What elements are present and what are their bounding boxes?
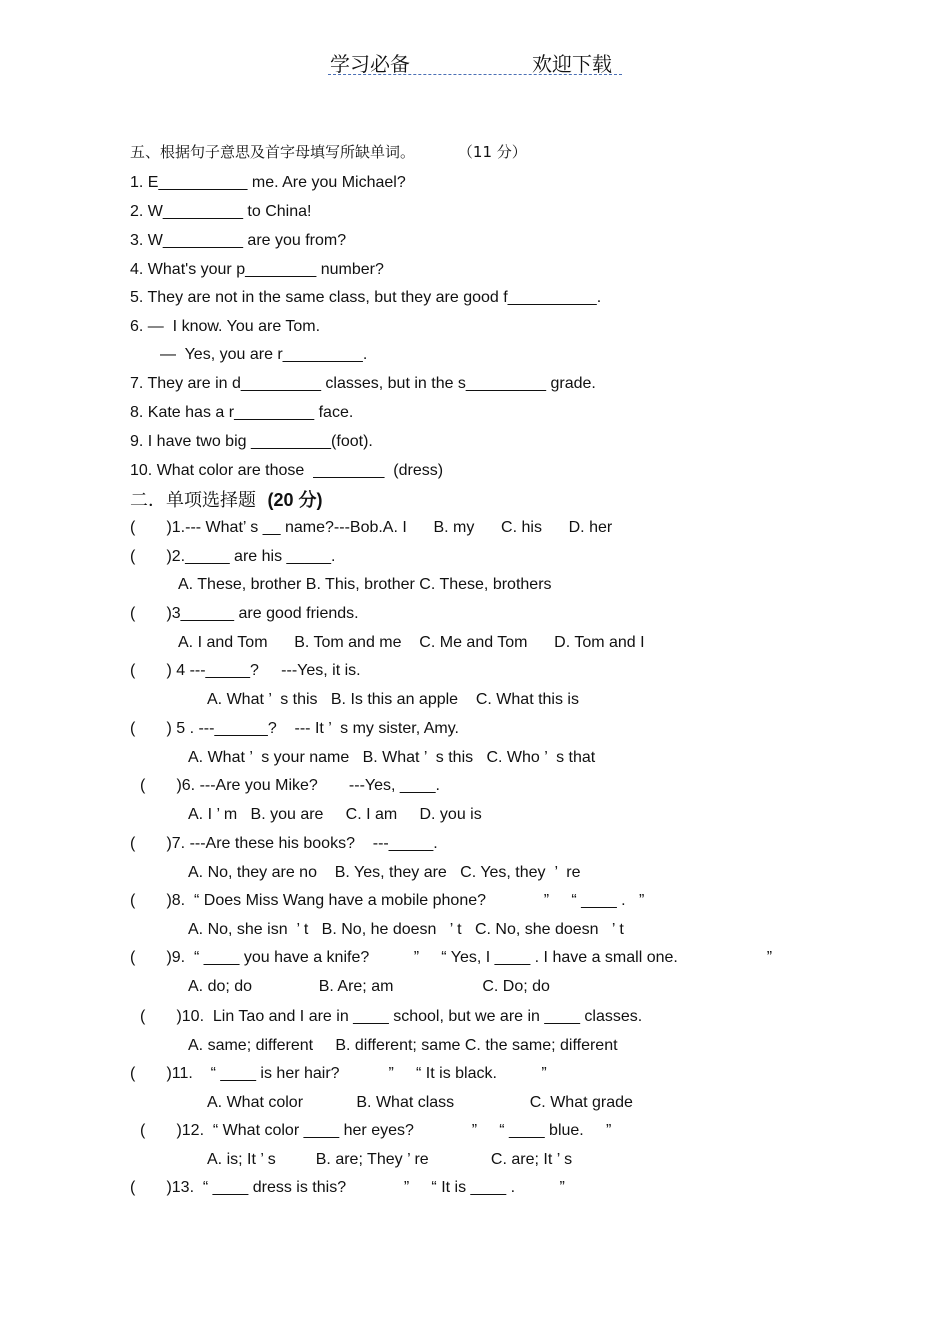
mc-line: ( )3______ are good friends. xyxy=(130,605,359,622)
header-right: 欢迎下载 xyxy=(532,52,612,76)
mc-options: A. No, they are no B. Yes, they are C. Yes, they ’ re xyxy=(188,864,581,881)
fill-item-8: 8. Kate has a r_________ face. xyxy=(130,404,354,421)
mc-options: A. is; It ’ s B. are; They ’ re C. are; It ’ s xyxy=(207,1151,573,1168)
section2-title xyxy=(130,486,322,512)
mc-options: A. No, she isn ’ t B. No, he doesn ’ t C. No, she doesn ’ t xyxy=(188,921,624,938)
mc-line: ( ) 5 . ---______? --- It ’ s my sister, Amy. xyxy=(130,720,459,737)
mc-line: ( )10. Lin Tao and I are in ____ school, but we are in ____ classes. xyxy=(140,1008,643,1025)
fill-item-6-reply: — Yes, you are r_________. xyxy=(160,346,368,363)
header-left: 学习必备 xyxy=(330,52,410,76)
fill-item-1: 1. E__________ me. Are you Michael? xyxy=(130,174,406,191)
page-header xyxy=(328,46,622,75)
fill-item-3: 3. W_________ are you from? xyxy=(130,232,347,249)
mc-options: A. I ’ m B. you are C. I am D. you is xyxy=(188,806,482,823)
mc-options: A. What ’ s your name B. What ’ s this C. Who ’ s that xyxy=(188,749,596,766)
mc-line: ( )13. “ ____ dress is this? ” “ It is ____ . ” xyxy=(130,1179,565,1196)
mc-line: ( )8. “ Does Miss Wang have a mobile phone? ” “ ____ . ” xyxy=(130,892,645,909)
mc-line: ( )7. ---Are these his books? ---_____. xyxy=(130,835,438,852)
fill-item-9: 9. I have two big _________(foot). xyxy=(130,433,373,450)
section2-title-cn: 二．单项选择题 xyxy=(130,490,268,511)
mc-line: ( )9. “ ____ you have a knife? ” “ Yes, I ____ . I have a small one. ” xyxy=(130,949,773,966)
fill-item-5: 5. They are not in the same class, but they are good f__________. xyxy=(130,289,602,306)
mc-line: ( )6. ---Are you Mike? ---Yes, ____. xyxy=(140,777,440,794)
mc-options: A. These, brother B. This, brother C. These, brothers xyxy=(178,576,552,593)
mc-line: ( )11. “ ____ is her hair? ” “ It is black. ” xyxy=(130,1065,547,1082)
fill-item-4: 4. What's your p________ number? xyxy=(130,261,384,278)
mc-options: A. do; do B. Are; am C. Do; do xyxy=(188,978,550,995)
fill-item-7: 7. They are in d_________ classes, but in the s_________ grade. xyxy=(130,375,596,392)
mc-options: A. What color B. What class C. What grade xyxy=(207,1094,633,1111)
mc-line: ( ) 4 ---_____? ---Yes, it is. xyxy=(130,662,361,679)
mc-line: ( )2._____ are his _____. xyxy=(130,548,336,565)
section5-title: 五、根据句子意思及首字母填写所缺单词。 （11 分） xyxy=(130,143,527,161)
mc-options: A. I and Tom B. Tom and me C. Me and Tom D. Tom and I xyxy=(178,634,645,651)
mc-options: A. What ’ s this B. Is this an apple C. What this is xyxy=(207,691,579,708)
section2-title-score: (20 分) xyxy=(267,490,323,510)
fill-item-2: 2. W_________ to China! xyxy=(130,203,312,220)
mc-options: A. same; different B. different; same C. the same; different xyxy=(188,1037,618,1054)
mc-line: ( )1.--- What’ s __ name?---Bob.A. I B. my C. his D. her xyxy=(130,519,613,536)
fill-item-6: 6. — I know. You are Tom. xyxy=(130,318,321,335)
fill-item-10: 10. What color are those ________ (dress) xyxy=(130,462,444,479)
mc-line: ( )12. “ What color ____ her eyes? ” “ ____ blue. ” xyxy=(140,1122,612,1139)
